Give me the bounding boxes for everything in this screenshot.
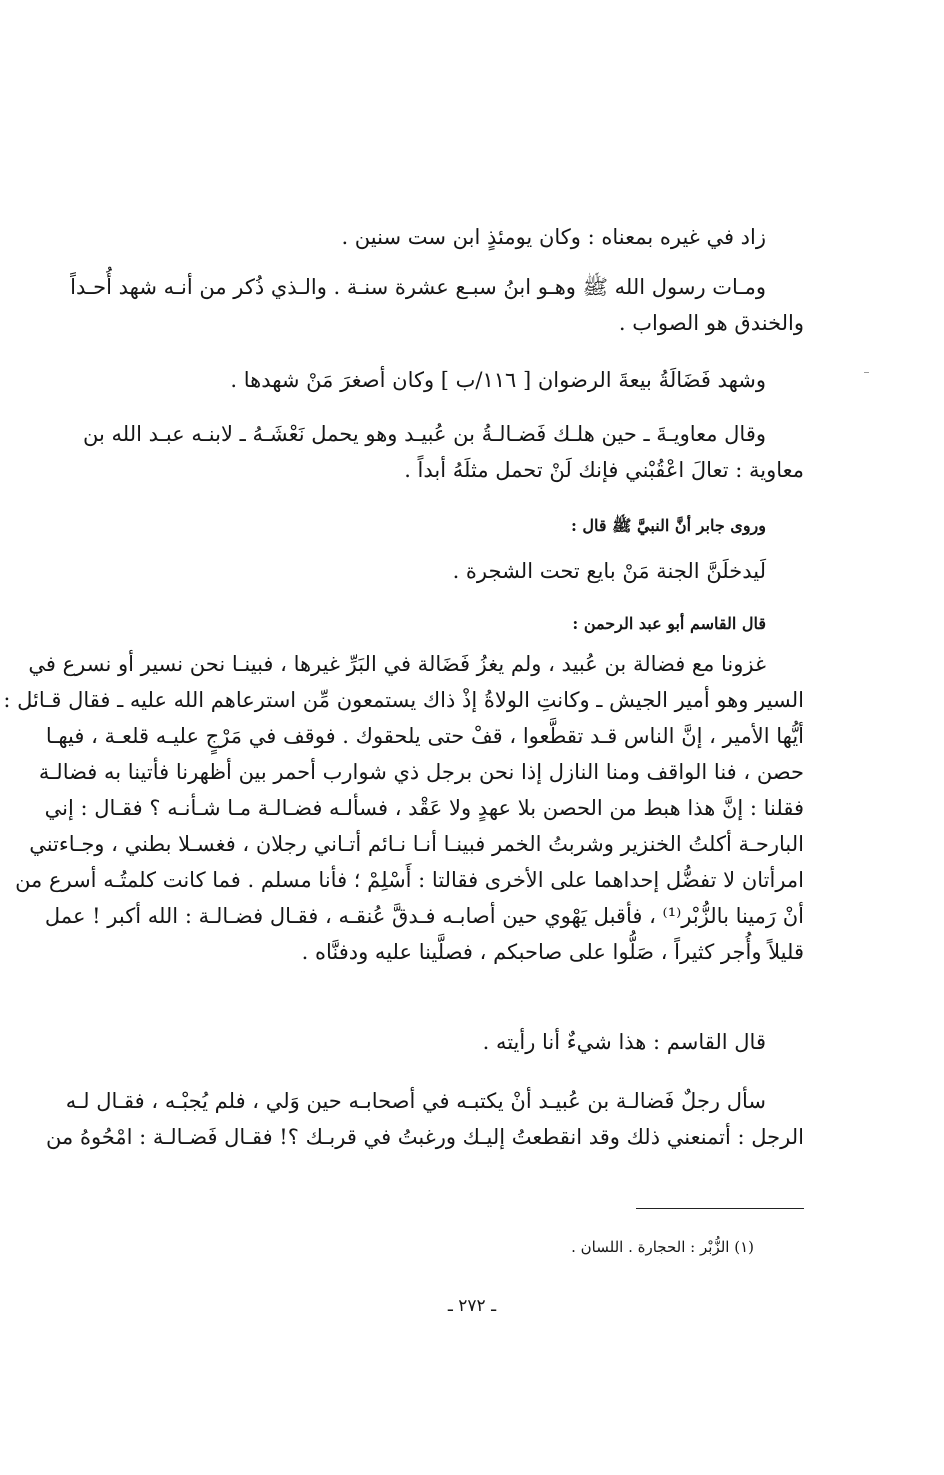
text-line: الرجل : أتمنعني ذلك وقد انقطعتُ إليـك ورغبتُ في قربـك ؟! فقـال فَضـالـة : امْحُوهُ من bbox=[46, 1125, 804, 1149]
text-line: وروى جابر أنَّ النبيَّ ﷺ قال : bbox=[570, 516, 766, 535]
scan-mark bbox=[864, 372, 869, 373]
text-line: السير وهو أمير الجيش ـ وكانتِ الولاةُ إذْ ذاك يستمعون مِّن استرعاهم الله عليه ـ فقال قـائل : bbox=[3, 688, 804, 712]
paragraph-5 bbox=[132, 508, 804, 544]
text-line: البارحـة أكلتُ الخنزير وشربتُ الخمر فبينـا أنـا نـائم أتـاني رجلان ، فغسـلا بطني ، وجـاءتني bbox=[29, 832, 804, 856]
paragraph-10 bbox=[46, 1083, 804, 1155]
paragraph-2 bbox=[70, 269, 804, 341]
paragraph-6 bbox=[132, 553, 804, 589]
page-number: ـ ٢٧٢ ـ bbox=[447, 1296, 497, 1316]
text-line: غزونا مع فضالة بن عُبيد ، ولم يغزُ فَضَالة في البَرِّ غيرها ، فبينـا نحن نسير أو نسرع في bbox=[28, 652, 766, 676]
text-line: معاوية : تعالَ اعْقُبْني فإنك لَنْ تحمل مثلَهُ أبداً . bbox=[404, 458, 804, 482]
text-line: وشهد فَضَالَةُ بيعةَ الرضوان [ ١١٦/ب ] وكان أصغرَ مَنْ شهدها . bbox=[230, 368, 766, 392]
text-line: امرأتان لا تفضُّل إحداهما على الأخرى فقالتا : أَسْلِمْ ؛ فأنا مسلم . فما كانت كلمتُـه أسرع من bbox=[15, 868, 804, 892]
text-line: حصن ، فنا الواقف ومنا النازل إذا نحن برجل ذي شوارب أحمر بين أظهرنا فأتينا به فضالـة bbox=[38, 760, 804, 784]
text-line: أنْ رَمينا بالزُّبْر⁽¹⁾ ، فأقبل يَهْوي حين أصابـه فـدقَّ عُنقـه ، فقـال فضـالـة : الله أكبر ! عمل bbox=[44, 904, 804, 928]
text-line: سأل رجلٌ فَضالـة بن عُبيـد أنْ يكتبـه في أصحابـه حين وَلي ، فلم يُجبْـه ، فقـال لـه bbox=[65, 1089, 766, 1113]
text-line: قال القاسم أبو عبد الرحمن : bbox=[572, 614, 766, 633]
text-line: فقلنا : إنَّ هذا هبط من الحصن بلا عهدٍ ولا عَقْد ، فسألـه فضـالـة مـا شـأنـه ؟ فقـال : إني bbox=[44, 796, 804, 820]
text-line: زاد في غيره بمعناه : وكان يومئذٍ ابن ست سنين . bbox=[341, 225, 766, 249]
paragraph-8 bbox=[3, 646, 804, 970]
paragraph-4 bbox=[83, 416, 804, 488]
paragraph-3 bbox=[132, 362, 804, 398]
text-line: وقال معاويـةَ ـ حين هلـك فَضـالـةُ بن عُبيـد وهو يحمل نَعْشَـهُ ـ لابنـه عبـد الله بن bbox=[83, 422, 766, 446]
text-line: لَيدخلَنَّ الجنة مَنْ بايع تحت الشجرة . bbox=[452, 559, 766, 583]
paragraph-7 bbox=[132, 606, 804, 642]
text-line: والخندق هو الصواب . bbox=[618, 311, 804, 335]
footnote: (١) الزُّبْر : الحجارة . اللسان . bbox=[571, 1238, 754, 1256]
footnote-separator bbox=[636, 1208, 804, 1209]
paragraph-9 bbox=[132, 1024, 804, 1060]
main-text bbox=[3, 0, 804, 1180]
text-line: قال القاسم : هذا شيءٌ أنا رأيته . bbox=[482, 1030, 766, 1054]
paragraph-1 bbox=[132, 219, 804, 255]
text-line: أيُّها الأمير ، إنَّ الناس قـد تقطَّعوا ، قفْ حتى يلحقوك . فوقف في مَرْجٍ عليـه قلعـة ، فيهـا bbox=[45, 724, 804, 748]
text-line: ومـات رسول الله ﷺ وهـو ابنُ سبـع عشرة سنـة . والـذي ذُكر من أنـه شهد أُحـداً bbox=[70, 275, 766, 299]
text-line: قليلاً وأُجر كثيراً ، صَلُّوا على صاحبكم ، فصلَّينا عليه ودفنَّاه . bbox=[301, 940, 804, 964]
